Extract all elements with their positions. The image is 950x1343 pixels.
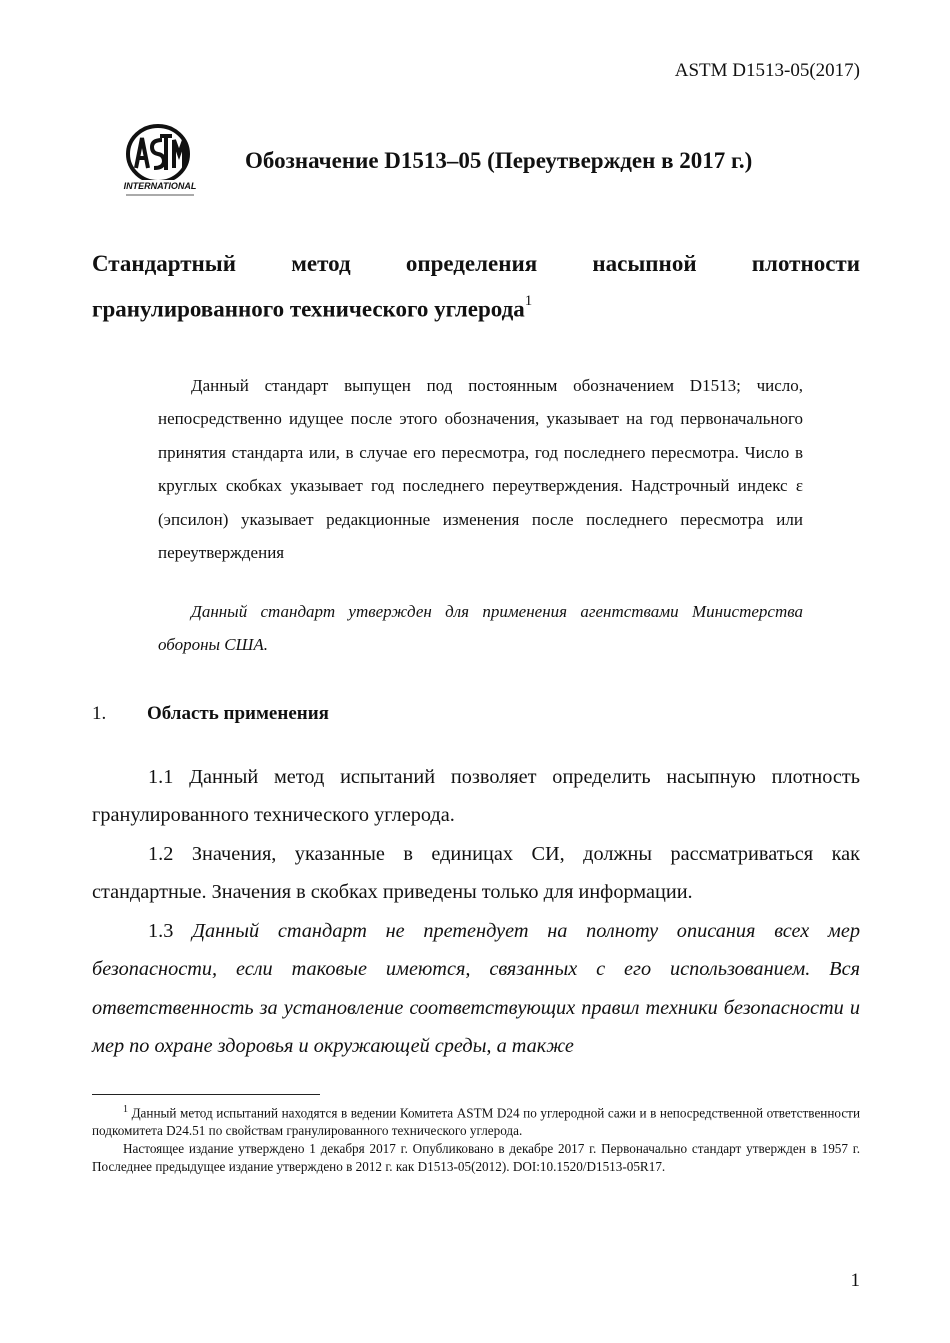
designation-heading: Обозначение D1513–05 (Переутвержден в 2017 г.): [245, 148, 753, 173]
svg-text:INTERNATIONAL: INTERNATIONAL: [123, 181, 197, 191]
astm-logo: [118, 124, 202, 200]
document-title: [92, 244, 860, 330]
clause-text: 1.1 Данный метод испытаний позволяет определить насыпную плотность гранулированного технического углерода.: [92, 766, 860, 827]
section-title: Область применения: [147, 703, 329, 724]
approval-note: [158, 595, 803, 662]
title-line: гранулированного технического углерода: [92, 296, 525, 322]
page-number: 1: [850, 1270, 860, 1291]
approval-paragraph: Данный стандарт утвержден для применения агентствами Министерства обороны США.: [158, 602, 803, 655]
title-word: плотности: [751, 251, 860, 276]
footnote-text: Данный метод испытаний находятся в ведении Комитета ASTM D24 по углеродной сажи и в непосредственной ответственности подкомитета D24.51 по свойствам гранулированного технического углерода.: [92, 1105, 861, 1139]
footnote-divider: [92, 1094, 320, 1095]
title-word: Стандартный: [92, 251, 237, 276]
clause-1-3: [92, 912, 860, 1065]
intro-paragraph: Данный стандарт выпущен под постоянным обозначением D1513; число, непосредственно идущее после этого обозначения, указывает на год первоначального принятия стандарта или, в случае его пересмотра, год последнего пересмотра. Число в круглых скобках указывает год последнего переутверждения. Надстрочный индекс ε (эпсилон) указывает редакционные изменения после последнего пересмотра или переутверждения: [158, 376, 803, 563]
footnote-edition: Настоящее издание утверждено 1 декабря 2017 г. Опубликовано в декабре 2017 г. Первоначально стандарт утвержден в 1957 г. Последнее предыдущее издание утверждено в 2012 г. как D1513-05(2012). DOI:10.1520/D1513-05R17.: [92, 1140, 860, 1174]
clause-number: 1.3: [148, 920, 174, 942]
clause-1-1: [92, 758, 860, 835]
footnote: [92, 1101, 860, 1176]
footnote-number: 1: [123, 1104, 128, 1115]
intro-note: [158, 369, 803, 569]
section-number: 1.: [92, 703, 107, 724]
title-word: определения: [405, 251, 538, 276]
title-word: метод: [291, 251, 351, 276]
clause-text: Данный стандарт не претендует на полноту описания всех мер безопасности, если таковые имеются, связанных с его использованием. Вся ответственность за установление соответствующих правил техники безопасности и мер по охране здоровья и окружающей среды, а также: [92, 920, 861, 1057]
clause-1-2: [92, 835, 860, 912]
section-heading: [92, 703, 329, 725]
title-word: насыпной: [592, 251, 697, 276]
footnote-mark[interactable]: 1: [524, 293, 533, 309]
clause-text: 1.2 Значения, указанные в единицах СИ, должны рассматриваться как стандартные. Значения в скобках приведены только для информации.: [92, 843, 860, 904]
document-code: ASTM D1513-05(2017): [674, 60, 860, 81]
